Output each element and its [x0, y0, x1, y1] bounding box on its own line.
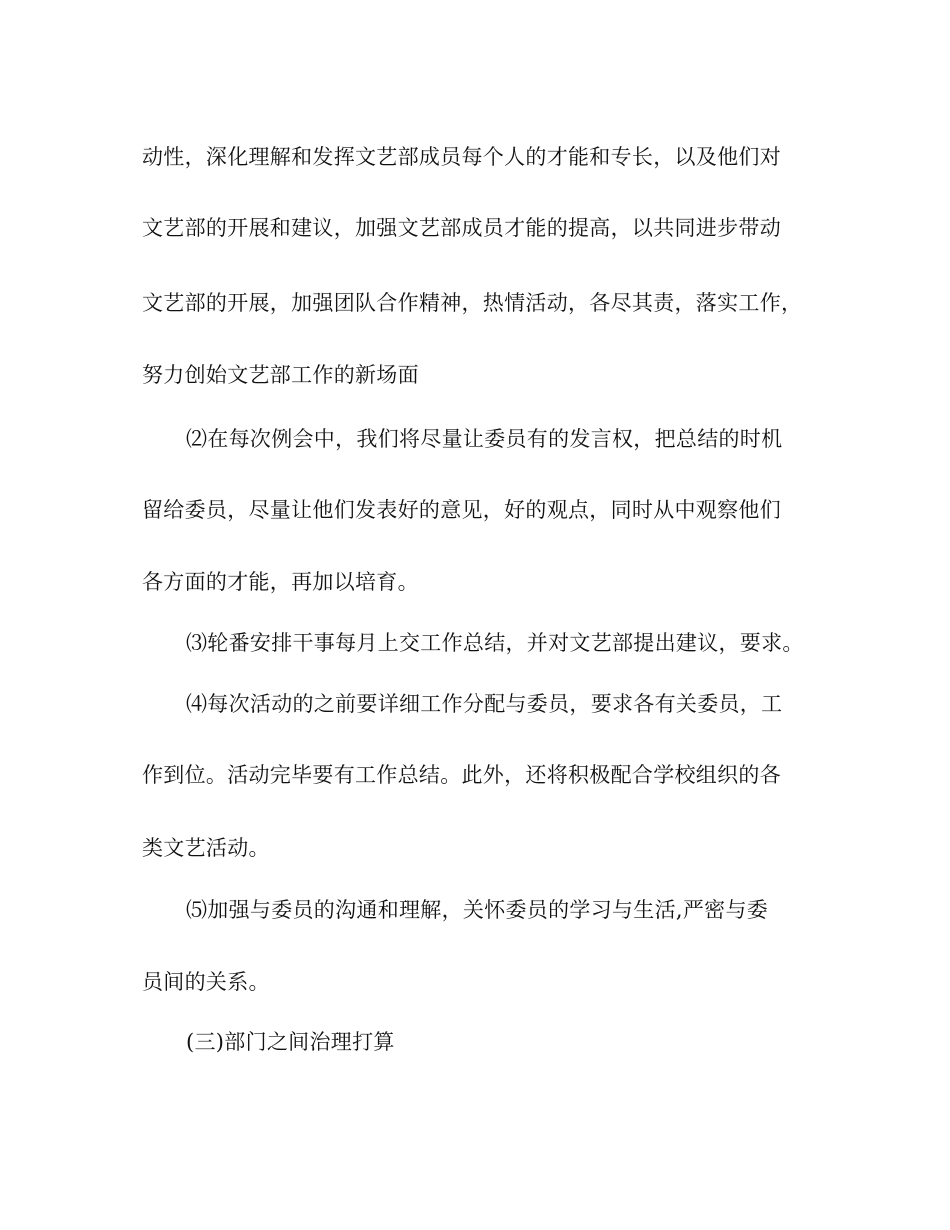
paragraph-line: 作到位。活动完毕要有工作总结。此外，还将积极配合学校组织的各 — [142, 763, 781, 787]
paragraph-line: ⑵在每次例会中，我们将尽量让委员有的发言权，把总结的时机 — [186, 427, 783, 451]
paragraph-line: ⑷每次活动的之前要详细工作分配与委员，要求各有关委员，工 — [186, 692, 783, 716]
section-heading: (三)部门之间治理打算 — [186, 1030, 395, 1054]
paragraph-line: 动性，深化理解和发挥文艺部成员每个人的才能和专长，以及他们对 — [142, 145, 781, 169]
paragraph-line: 文艺部的开展和建议，加强文艺部成员才能的提高，以共同进步带动 — [142, 216, 781, 240]
paragraph-line: 员间的关系。 — [142, 970, 270, 994]
paragraph-line: ⑸加强与委员的沟通和理解，关怀委员的学习与生活,严密与委 — [186, 898, 769, 922]
paragraph-line: 类文艺活动。 — [142, 836, 270, 860]
paragraph-line: 各方面的才能，再加以培育。 — [142, 570, 419, 594]
paragraph-line: ⑶轮番安排干事每月上交工作总结，并对文艺部提出建议，要求。 — [186, 631, 804, 655]
paragraph-line: 文艺部的开展，加强团队合作精神，热情活动，各尽其责，落实工作， — [142, 291, 803, 315]
paragraph-line: 努力创始文艺部工作的新场面 — [142, 363, 419, 387]
paragraph-line: 留给委员，尽量让他们发表好的意见，好的观点，同时从中观察他们 — [142, 498, 781, 522]
